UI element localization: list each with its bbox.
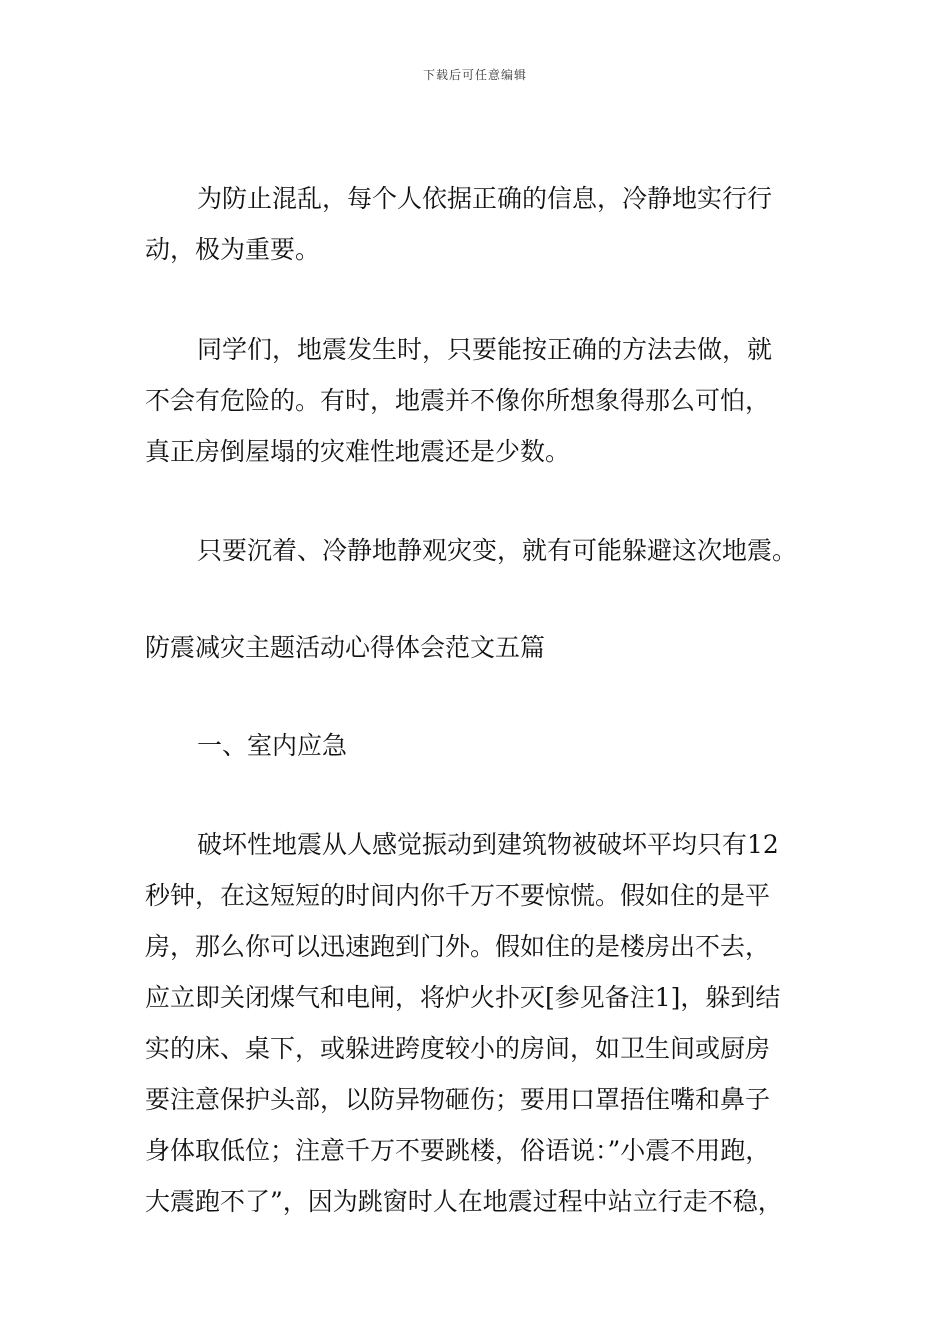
paragraph-line: 要注意保护头部，以防异物砸伤；要用口罩捂住嘴和鼻子 <box>145 1085 771 1114</box>
paragraph-2 <box>145 324 815 477</box>
paragraph-line: 真正房倒屋塌的灾难性地震还是少数。 <box>145 437 571 466</box>
paragraph-line: 动，极为重要。 <box>145 235 321 264</box>
paragraph-line: 秒钟，在这短短的时间内你千万不要惊慌。假如住的是平 <box>145 881 771 910</box>
article-title <box>145 622 815 673</box>
paragraph-1 <box>145 173 815 275</box>
section-heading-text: 一、室内应急 <box>197 731 348 760</box>
page-header-note: 下载后可任意编辑 <box>422 68 527 82</box>
paragraph-line: 只要沉着、冷静地静观灾变，就有可能躲避这次地震。 <box>197 536 798 565</box>
paragraph-line: 为防止混乱，每个人依据正确的信息，冷静地实行行 <box>197 184 773 213</box>
article-title-text: 防震减灾主题活动心得体会范文五篇 <box>145 633 546 662</box>
paragraph-line: 房，那么你可以迅速跑到门外。假如住的是楼房出不去， <box>145 932 771 961</box>
paragraph-line: 同学们，地震发生时，只要能按正确的方法去做，就 <box>197 335 773 364</box>
paragraph-line: 实的床、桌下，或躲进跨度较小的房间，如卫生间或厨房 <box>145 1034 771 1063</box>
paragraph-line: 身体取低位；注意千万不要跳楼，俗语说：”小震不用跑， <box>145 1136 771 1165</box>
paragraph-3 <box>145 525 815 576</box>
section-heading <box>145 720 815 771</box>
paragraph-line: 破坏性地震从人感觉振动到建筑物被破坏平均只有12 <box>197 830 779 859</box>
paragraph-line: 不会有危险的。有时，地震并不像你所想象得那么可怕， <box>145 386 771 415</box>
body-paragraph <box>145 819 815 1227</box>
paragraph-line: 大震跑不了”，因为跳窗时人在地震过程中站立行走不稳， <box>145 1187 783 1216</box>
paragraph-line: 应立即关闭煤气和电闸，将炉火扑灭[参见备注1]，躲到结 <box>145 983 781 1012</box>
